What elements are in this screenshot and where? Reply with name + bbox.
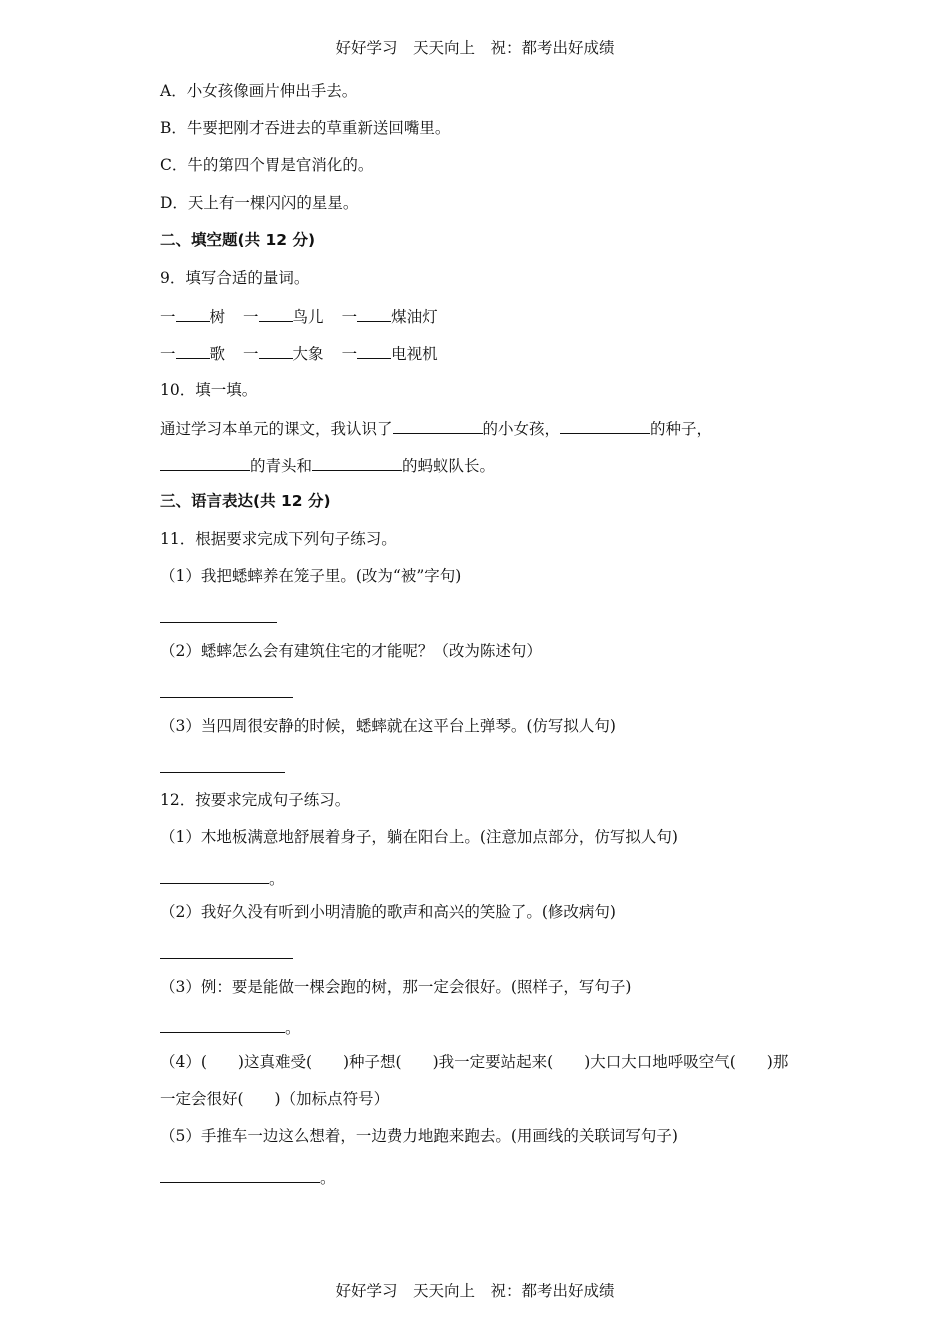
q9-noun: 电视机 <box>391 345 438 363</box>
q9-prefix: 一 <box>341 345 358 363</box>
answer-blank[interactable] <box>259 342 293 359</box>
answer-blank[interactable] <box>160 1166 320 1183</box>
question-12-part-5-answer <box>160 1166 336 1188</box>
answer-blank[interactable] <box>312 454 402 471</box>
answer-end-punct: 。 <box>269 870 285 888</box>
question-12-part-4-line-1: （4）( )这真难受( )种子想( )我一定要站起来( )大口大口地呼吸空气( )那 <box>160 1053 789 1071</box>
q9-noun: 树 <box>209 308 226 326</box>
q10-text: 的小女孩， <box>482 420 561 438</box>
question-11-part-3: （3）当四周很安静的时候，蟋蟀就在这平台上弹琴。(仿写拟人句) <box>160 717 616 735</box>
q9-noun: 歌 <box>209 345 226 363</box>
page-header: 好好学习 天天向上 祝：都考出好成绩 <box>335 39 615 57</box>
q9-prefix: 一 <box>160 345 176 363</box>
q9-prefix: 一 <box>160 308 176 326</box>
question-12-part-2: （2）我好久没有听到小明清脆的歌声和高兴的笑脸了。(修改病句) <box>160 903 616 921</box>
answer-line[interactable] <box>160 622 277 623</box>
section-title-fill-in: 二、填空题(共 12 分) <box>160 231 316 249</box>
q9-prefix: 一 <box>243 308 259 326</box>
option-a: A．小女孩像画片伸出手去。 <box>160 82 358 100</box>
answer-line[interactable] <box>160 772 285 773</box>
answer-blank[interactable] <box>357 342 391 359</box>
answer-blank[interactable] <box>357 305 391 322</box>
q9-prefix: 一 <box>243 345 259 363</box>
q9-noun: 大象 <box>292 345 324 363</box>
q9-noun: 鸟儿 <box>292 308 324 326</box>
question-12-part-1-answer <box>160 867 285 889</box>
q9-noun: 煤油灯 <box>391 308 438 326</box>
q10-text: 的种子， <box>650 420 713 438</box>
question-9-stem: 9．填写合适的量词。 <box>160 269 310 287</box>
answer-end-punct: 。 <box>285 1019 301 1037</box>
question-11-stem: 11．根据要求完成下列句子练习。 <box>160 530 397 548</box>
answer-blank[interactable] <box>160 867 269 884</box>
answer-blank[interactable] <box>259 305 293 322</box>
question-12-part-5: （5）手推车一边这么想着，一边费力地跑来跑去。(用画线的关联词写句子) <box>160 1127 678 1145</box>
question-11-part-1: （1）我把蟋蟀养在笼子里。(改为“被”字句) <box>160 567 462 585</box>
question-12-stem: 12．按要求完成句子练习。 <box>160 791 351 809</box>
answer-blank[interactable] <box>160 1016 285 1033</box>
answer-line[interactable] <box>160 958 293 959</box>
section-title-language: 三、语言表达(共 12 分) <box>160 492 331 510</box>
answer-blank[interactable] <box>560 417 650 434</box>
question-12-part-3: （3）例：要是能做一棵会跑的树，那一定会很好。(照样子，写句子) <box>160 978 632 996</box>
page-footer: 好好学习 天天向上 祝：都考出好成绩 <box>335 1282 615 1300</box>
answer-blank[interactable] <box>160 454 250 471</box>
answer-end-punct: 。 <box>320 1169 336 1187</box>
answer-blank[interactable] <box>176 342 210 359</box>
answer-blank[interactable] <box>393 417 483 434</box>
option-c: C．牛的第四个胃是官消化的。 <box>160 156 374 174</box>
question-12-part-4-line-2: 一定会很好( )（加标点符号） <box>160 1090 390 1108</box>
answer-blank[interactable] <box>176 305 210 322</box>
q10-text: 的青头和 <box>250 457 313 475</box>
question-12-part-3-answer <box>160 1016 301 1038</box>
option-d: D．天上有一棵闪闪的星星。 <box>160 194 359 212</box>
question-11-part-2: （2）蟋蟀怎么会有建筑住宅的才能呢？（改为陈述句） <box>160 642 542 660</box>
question-10-stem: 10．填一填。 <box>160 381 258 399</box>
option-b: B．牛要把刚才吞进去的草重新送回嘴里。 <box>160 119 451 137</box>
question-12-part-1: （1）木地板满意地舒展着身子，躺在阳台上。(注意加点部分，仿写拟人句) <box>160 828 678 846</box>
question-9-row-2 <box>160 342 438 364</box>
question-10-line-2 <box>160 454 495 476</box>
question-10-line-1 <box>160 417 712 439</box>
q10-text: 通过学习本单元的课文，我认识了 <box>160 420 393 438</box>
answer-line[interactable] <box>160 697 293 698</box>
question-9-row-1 <box>160 305 438 327</box>
q9-prefix: 一 <box>341 308 358 326</box>
q10-text: 的蚂蚁队长。 <box>402 457 496 475</box>
